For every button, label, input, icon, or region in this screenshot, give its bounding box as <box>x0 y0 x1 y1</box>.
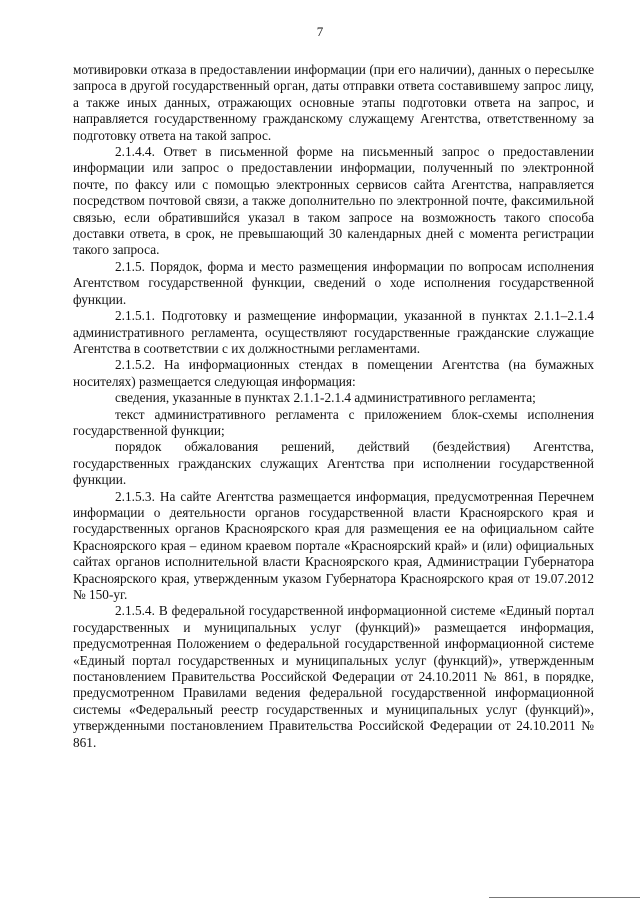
list-item-info-3: порядок обжалования решений, действий (бездействия) Агентства, государственных гражданских служащих Агентства при исполнении государственной функции. <box>73 439 594 488</box>
paragraph-2-1-5-2: 2.1.5.2. На информационных стендах в помещении Агентства (на бумажных носителях) размещается следующая информация: <box>73 357 594 389</box>
document-body <box>73 62 594 751</box>
paragraph-2-1-5-4: 2.1.5.4. В федеральной государственной информационной системе «Единый портал государственных и муниципальных услуг (функций)» размещается информация, предусмотренная Положением о федеральной государственной информационной системе «Единый портал государственных и муниципальных услуг (функций)», утвержденным постановлением Правительства Российской Федерации от 24.10.2011 № 861, в порядке, предусмотренном Правилами ведения федеральной государственной информационной системы «Федеральный реестр государственных и муниципальных услуг (функций)», утвержденными постановлением Правительства Российской Федерации от 24.10.2011 № 861. <box>73 603 594 750</box>
list-item-info-1: сведения, указанные в пунктах 2.1.1-2.1.4 административного регламента; <box>115 390 536 406</box>
paragraph-2-1-5-1: 2.1.5.1. Подготовку и размещение информации, указанной в пунктах 2.1.1–2.1.4 административного регламента, осуществляют государственные гражданские служащие Агентства в соответствии с их должностными регламентами. <box>73 308 594 356</box>
page-number: 7 <box>316 24 324 39</box>
list-item-info-2: текст административного регламента с приложением блок-схемы исполнения государственной функции; <box>73 406 594 438</box>
scan-edge-line <box>489 897 640 898</box>
paragraph-2-1-4-4: 2.1.4.4. Ответ в письменной форме на письменный запрос о предоставлении информации или запрос о предоставлении информации, полученный по электронной почте, по факсу или с помощью электронных сервисов сайта Агентства, направляется посредством почтовой связи, а также дополнительно по электронной почте, факсимильной связью, если обратившийся указал в таком запросе на возможность такого способа доставки ответа, в срок, не превышающий 30 календарных дней с момента регистрации такого запроса. <box>73 144 594 258</box>
paragraph-2-1-5: 2.1.5. Порядок, форма и место размещения информации по вопросам исполнения Агентством государственной функции, сведений о ходе исполнения государственной функции. <box>73 258 594 307</box>
paragraph-2-1-5-3: 2.1.5.3. На сайте Агентства размещается информация, предусмотренная Перечнем информации о деятельности органов государственной власти Красноярского края и государственных органов Красноярского края для размещения ее на официальном сайте Красноярского края – едином краевом портале «Красноярский край» и (или) официальных сайтах органов исполнительной власти Красноярского края, Администрации Губернатора Красноярского края, утвержденным указом Губернатора Красноярского края от 19.07.2012 № 150-уг. <box>73 488 594 602</box>
paragraph-continuation: мотивировки отказа в предоставлении информации (при его наличии), данных о пересылке запроса в другой государственный орган, даты отправки ответа составившему запрос лицу, а также иных данных, отражающих основные этапы подготовки ответа на запрос, и направляется государственному гражданскому служащему Агентства, ответственному за подготовку ответа на такой запрос. <box>73 62 594 143</box>
